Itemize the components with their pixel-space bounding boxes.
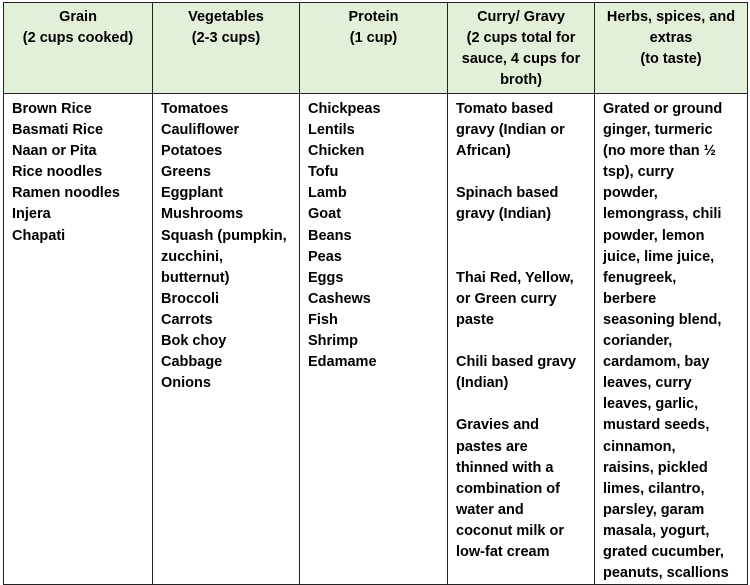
list-item: Beans bbox=[308, 227, 352, 244]
list-item: Ramen noodles bbox=[12, 185, 120, 202]
spacer bbox=[456, 226, 590, 268]
spacer bbox=[456, 394, 590, 415]
list-item: Cabbage bbox=[161, 354, 223, 371]
protein-cell bbox=[300, 94, 448, 585]
list-item: Goat bbox=[308, 206, 342, 223]
header-title: Curry/ Gravy bbox=[477, 9, 565, 25]
meal-builder-table-container bbox=[3, 2, 747, 582]
list-item: Mushrooms bbox=[161, 206, 244, 223]
list-item: Rice noodles bbox=[12, 164, 103, 181]
header-title: Protein bbox=[348, 9, 399, 25]
header-vegetables bbox=[153, 3, 300, 94]
spacer bbox=[456, 162, 590, 183]
extras-text: Grated or ground ginger, turmeric (no more than ½ tsp), curry powder, lemongrass, chili powder, lemon juice, lime juice, fenugreek, berbere seasoning blend, coriander, cardamom, bay leaves, curry leaves, garlic, mustard seeds, cinnamon, raisins, pickled limes, cilantro, parsley, garam masala, yogurt, grated cucumber, peanuts, scallions bbox=[603, 101, 729, 582]
list-item: Potatoes bbox=[161, 143, 223, 160]
list-item: Brown Rice bbox=[12, 101, 92, 117]
list-item: Chicken bbox=[308, 143, 365, 160]
header-title: Vegetables bbox=[188, 9, 264, 25]
list-item: Tomatoes bbox=[161, 101, 229, 117]
header-curry-gravy bbox=[448, 3, 595, 94]
header-row bbox=[4, 3, 748, 94]
list-item: Eggplant bbox=[161, 185, 224, 202]
list-item: Cauliflower bbox=[161, 122, 240, 139]
list-item: Shrimp bbox=[308, 333, 358, 350]
header-title: Grain bbox=[59, 9, 97, 25]
list-item: Tomato based gravy (Indian or African) bbox=[456, 101, 565, 160]
vegetables-cell bbox=[153, 94, 300, 585]
list-item: Onions bbox=[161, 375, 211, 392]
list-item: Chapati bbox=[12, 227, 66, 244]
herbs-spices-extras-cell bbox=[595, 94, 748, 585]
list-item: Thai Red, Yellow, or Green curry paste bbox=[456, 269, 574, 328]
content-row bbox=[4, 94, 748, 585]
list-item: Eggs bbox=[308, 269, 344, 286]
header-title: Herbs, spices, and extras bbox=[606, 9, 736, 46]
header-protein bbox=[300, 3, 448, 94]
list-item: Carrots bbox=[161, 311, 213, 328]
grain-cell bbox=[4, 94, 153, 585]
list-item: Chili based gravy (Indian) bbox=[456, 354, 577, 392]
list-item: Injera bbox=[12, 206, 51, 223]
header-herbs-spices-extras bbox=[595, 3, 748, 94]
spacer bbox=[456, 331, 590, 352]
list-item: Gravies and pastes are thinned with a combination of water and coconut milk or low-fat cream bbox=[456, 417, 564, 560]
header-subtitle: (2 cups cooked) bbox=[22, 30, 134, 46]
list-item: Tofu bbox=[308, 164, 339, 181]
curry-gravy-cell bbox=[448, 94, 595, 585]
list-item: Squash (pumpkin, zucchini, butternut) bbox=[161, 227, 287, 286]
list-item: Broccoli bbox=[161, 290, 220, 307]
list-item: Lentils bbox=[308, 122, 355, 139]
list-item: Greens bbox=[161, 164, 211, 181]
meal-builder-table bbox=[3, 2, 748, 585]
list-item: Peas bbox=[308, 248, 342, 265]
list-item: Spinach based gravy (Indian) bbox=[456, 185, 559, 223]
list-item: Chickpeas bbox=[308, 101, 381, 117]
list-item: Cashews bbox=[308, 290, 371, 307]
list-item: Fish bbox=[308, 311, 338, 328]
list-item: Basmati Rice bbox=[12, 122, 104, 139]
header-subtitle: (2 cups total for sauce, 4 cups for broth) bbox=[461, 30, 581, 88]
list-item: Lamb bbox=[308, 185, 347, 202]
header-subtitle: (2-3 cups) bbox=[191, 30, 261, 46]
header-subtitle: (1 cup) bbox=[349, 30, 398, 46]
list-item: Edamame bbox=[308, 354, 377, 371]
list-item: Bok choy bbox=[161, 333, 227, 350]
header-subtitle: (to taste) bbox=[640, 51, 702, 67]
list-item: Naan or Pita bbox=[12, 143, 97, 160]
header-grain bbox=[4, 3, 153, 94]
